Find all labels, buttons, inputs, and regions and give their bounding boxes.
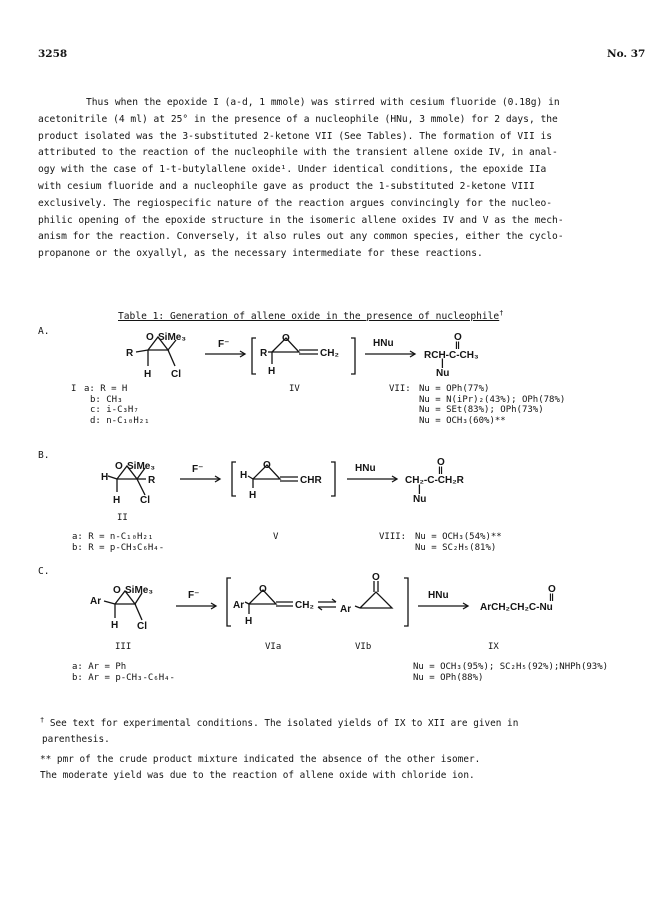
- atom-h: H: [268, 366, 276, 377]
- product-nu: Nu: [413, 494, 427, 505]
- variant-list-b: [72, 532, 164, 553]
- atom-ar: Ar: [233, 600, 245, 611]
- paragraph-line: exclusively. The regiospecific nature of the reaction argues convincingly for the nucleo-: [38, 197, 553, 209]
- product-formula: CH₂-C-CH₂R: [405, 475, 464, 486]
- variant-item: a: R = n-C₁₀H₂₁: [72, 532, 154, 542]
- reagent-hnu: HNu: [355, 463, 376, 474]
- atom-simes: SiMe₃: [127, 461, 155, 472]
- product-double-bond: ‖: [438, 466, 443, 477]
- atom-ch2: CH₂: [320, 348, 339, 359]
- yield-item: Nu = SEt(83%); OPh(73%): [419, 405, 544, 415]
- product-o: O: [454, 332, 462, 343]
- variant-list-a: [84, 384, 150, 426]
- section-label-b: B.: [38, 450, 50, 461]
- atom-simes: SiMe₃: [158, 332, 186, 343]
- atom-h: H: [101, 472, 109, 483]
- product-label-ix: IX: [488, 642, 499, 652]
- yield-item: Nu = OCH₃(95%); SC₂H₅(92%);NHPh(93%): [413, 662, 609, 672]
- atom-h: H: [144, 369, 152, 380]
- product-o: O: [437, 457, 445, 468]
- product-label-viii: VIII:: [379, 532, 407, 542]
- product-nu: Nu: [436, 368, 450, 379]
- atom-o: O: [372, 572, 380, 583]
- product-bond: |: [441, 358, 444, 369]
- compound-label-iv: IV: [289, 384, 300, 394]
- compound-label-i: I: [71, 384, 77, 394]
- product-double-bond: ‖: [549, 593, 554, 604]
- product-label-vii: VII:: [389, 384, 411, 394]
- variant-item: a: Ar = Ph: [72, 662, 127, 672]
- yield-list-c: [413, 662, 608, 683]
- compound-label-vib: VIb: [355, 642, 372, 652]
- dagger-mark: †: [499, 309, 504, 317]
- atom-cl: Cl: [137, 621, 147, 632]
- yield-item: Nu = N(iPr)₂(43%); OPh(78%): [419, 394, 566, 405]
- footnote-text: parenthesis.: [42, 734, 110, 746]
- compound-label-via: VIa: [265, 642, 282, 652]
- atom-h: H: [245, 616, 253, 627]
- reagent-fluoride: F⁻: [218, 339, 230, 350]
- compound-label-v: V: [273, 532, 279, 542]
- yield-item: Nu = SC₂H₅(81%): [415, 542, 497, 553]
- page-number: 3258: [38, 48, 68, 60]
- compound-label-iii: III: [115, 642, 132, 652]
- paragraph-line: anism for the reaction. Conversely, it also rules out any common species, either the cyclo-: [38, 231, 564, 243]
- product-formula: RCH-C-CH₃: [424, 350, 479, 361]
- product-double-bond: ‖: [455, 341, 460, 352]
- atom-chr: CHR: [300, 475, 322, 486]
- atom-simes: SiMe₃: [125, 585, 153, 596]
- atom-h: H: [113, 495, 121, 506]
- footnote-dagger: [40, 712, 518, 748]
- variant-item: c: i-C₃H₇: [90, 405, 139, 415]
- yield-item: Nu = OPh(77%): [419, 384, 490, 394]
- paragraph-line: with cesium fluoride and a nucleophile gave as product the 1-substituted 2-ketone VIII: [38, 180, 535, 192]
- footnote-double-star: ** pmr of the crude product mixture indicated the absence of the other isomer.: [40, 754, 481, 765]
- atom-r: R: [148, 475, 156, 486]
- variant-list-c: [72, 662, 175, 683]
- atom-ar: Ar: [340, 604, 352, 615]
- atom-o: O: [263, 460, 271, 471]
- atom-o: O: [115, 461, 123, 472]
- product-formula: ArCH₂CH₂C-Nu: [480, 602, 553, 613]
- reagent-fluoride: F⁻: [188, 590, 200, 601]
- yield-item: Nu = OCH₃(54%)**: [415, 532, 502, 542]
- reagent-fluoride: F⁻: [192, 464, 204, 475]
- atom-cl: Cl: [171, 369, 181, 380]
- atom-o: O: [259, 584, 267, 595]
- yield-item: Nu = OCH₃(60%)**: [419, 415, 506, 426]
- variant-item: d: n-C₁₀H₂₁: [90, 415, 150, 426]
- yield-list-a: [419, 384, 565, 426]
- atom-h: H: [240, 470, 248, 481]
- variant-item: a: R = H: [84, 384, 128, 394]
- issue-number: No. 37: [607, 48, 646, 60]
- cyclopropanone-ring: [360, 592, 392, 608]
- product-bond: |: [418, 484, 421, 495]
- variant-item: b: R = p-CH₃C₆H₄-: [72, 542, 165, 553]
- yield-list-b: [415, 532, 502, 553]
- section-label-a: A.: [38, 326, 50, 337]
- atom-o: O: [113, 585, 121, 596]
- product-o: O: [548, 584, 556, 595]
- yield-item: Nu = OPh(88%): [413, 672, 484, 683]
- table-title-text: Table 1: Generation of allene oxide in the presence of nucleophile: [118, 311, 500, 323]
- atom-h: H: [111, 620, 119, 631]
- paragraph-line: ogy with the case of 1-t-butylallene oxide¹. Under identical conditions, the epoxide IIa: [38, 164, 547, 176]
- compound-label-ii: II: [117, 513, 128, 523]
- atom-r: R: [126, 348, 134, 359]
- paragraph-line: product isolated was the 3-substituted 2-ketone VII (See Tables). The formation of VII is: [38, 130, 553, 142]
- dagger-mark: †: [40, 716, 45, 724]
- reagent-hnu: HNu: [428, 590, 449, 601]
- variant-item: b: Ar = p-CH₃-C₆H₄-: [72, 672, 175, 683]
- section-label-c: C.: [38, 566, 50, 577]
- paragraph-line: philic opening of the epoxide structure in the isomeric allene oxides IV and V as the mech-: [38, 214, 564, 226]
- paragraph-line: attributed to the reaction of the nucleophile with the transient allene oxide IV, in anal-: [38, 147, 558, 159]
- paragraph-line: propanone or the oxyallyl, as the necessary intermediate for these reactions.: [38, 248, 483, 260]
- paragraph-line: acetonitrile (4 ml) at 25° in the presence of a nucleophile (HNu, 3 mmole) for 2 days, the: [38, 113, 558, 125]
- atom-ch2: CH₂: [295, 600, 314, 611]
- reagent-hnu: HNu: [373, 338, 394, 349]
- atom-o: O: [146, 332, 154, 343]
- footnote-text: See text for experimental conditions. The isolated yields of IX to XII are given in: [49, 718, 519, 730]
- footnote-moderate-yield: The moderate yield was due to the reaction of allene oxide with chloride ion.: [40, 770, 475, 781]
- atom-ar: Ar: [90, 596, 102, 607]
- atom-h: H: [249, 490, 257, 501]
- variant-item: b: CH₃: [90, 394, 123, 405]
- atom-r: R: [260, 348, 268, 359]
- atom-o: O: [282, 333, 290, 344]
- atom-cl: Cl: [140, 495, 150, 506]
- paragraph-line: Thus when the epoxide I (a-d, 1 mmole) was stirred with cesium fluoride (0.18g) in: [86, 97, 560, 108]
